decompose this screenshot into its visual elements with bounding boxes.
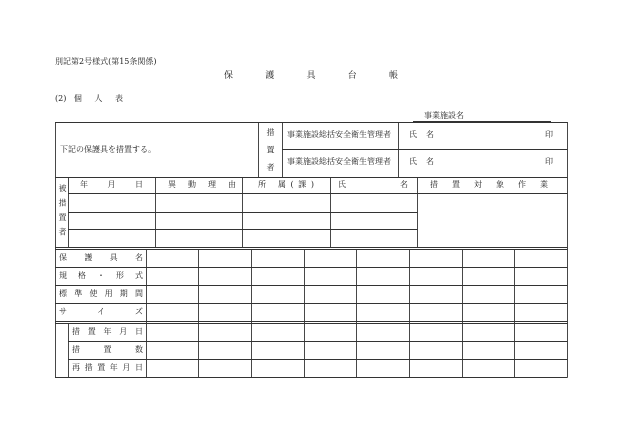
form-title: 保 護 具 台 帳 (224, 71, 398, 81)
row-label-spec-type: 規 格 ・ 形 式 (59, 271, 143, 280)
header-target-work: 措 置 対 象 作 業 (430, 180, 548, 189)
manager-role-label: 事業施設総括安全衛生管理者 (287, 130, 391, 139)
measurer-label: 措置者 (266, 128, 275, 181)
row-label-equipment-name: 保 護 具 名 (59, 253, 143, 262)
section-label: (2) 個 人 表 (55, 94, 123, 103)
facility-name-label: 事業施設名 (424, 111, 464, 120)
recipient-side-label: 被措置者 (58, 184, 67, 242)
header-department: 所 属(課) (258, 180, 314, 189)
row-label-issue-date: 措 置 年 月 日 (72, 327, 143, 336)
row-label-size: サ イ ズ (59, 307, 143, 316)
row-label-standard-use-period: 標 準 使 用 期 間 (59, 289, 143, 298)
row-label-issue-quantity: 措 置 数 (72, 345, 143, 354)
form-number: 別記第2号様式(第15条関係) (55, 57, 157, 66)
seal-mark: 印 (545, 130, 553, 139)
header-date: 年 月 日 (80, 180, 143, 189)
name-label: 氏 名 (409, 157, 434, 166)
manager-role-label: 事業施設総括安全衛生管理者 (287, 157, 391, 166)
name-label: 氏 名 (409, 130, 434, 139)
row-label-reissue-date: 再 措 置 年 月 日 (72, 363, 143, 372)
header-transfer-reason: 異 動 理 由 (168, 180, 236, 189)
instruction-text: 下記の保護具を措置する。 (60, 145, 156, 154)
seal-mark: 印 (545, 157, 553, 166)
header-name: 氏 名 (338, 180, 408, 189)
facility-name-line (413, 121, 551, 122)
